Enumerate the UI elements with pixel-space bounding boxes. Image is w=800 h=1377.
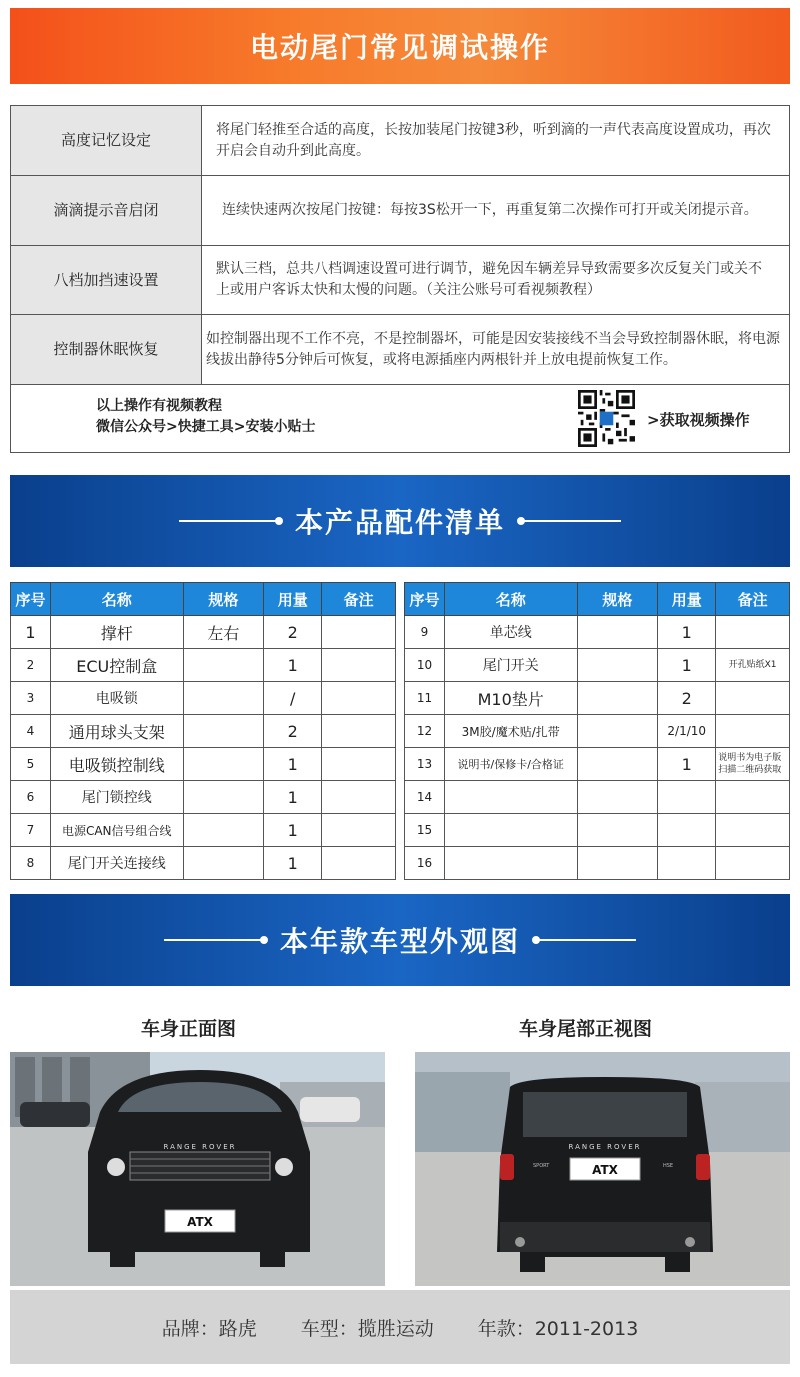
parts-banner-title: 本产品配件清单 bbox=[294, 506, 505, 539]
cell-qty: 1 bbox=[264, 649, 322, 682]
cell-no: 3 bbox=[11, 682, 51, 715]
cell-no: 2 bbox=[11, 649, 51, 682]
banner-line-right bbox=[521, 520, 621, 522]
cell-spec bbox=[183, 649, 264, 682]
operation-desc: 默认三档，总共八档调速设置可进行调节，避免因车辆差异导致需要多次反复关门或关不上或用户客诉太快和太慢的问题。（关注公账号可看视频教程） bbox=[202, 246, 790, 315]
cell-no: 10 bbox=[405, 649, 445, 682]
header-no: 序号 bbox=[11, 583, 51, 616]
cell-name bbox=[444, 847, 577, 880]
cell-spec bbox=[577, 649, 658, 682]
cell-qty: 1 bbox=[264, 847, 322, 880]
header-no: 序号 bbox=[405, 583, 445, 616]
cell-no: 15 bbox=[405, 814, 445, 847]
parts-table-left bbox=[10, 582, 396, 880]
operation-desc: 连续快速两次按尾门按键：每按3S松开一下，再重复第二次操作可打开或关闭提示音。 bbox=[202, 176, 790, 246]
cell-no: 11 bbox=[405, 682, 445, 715]
operation-row bbox=[11, 176, 790, 246]
cell-name bbox=[444, 814, 577, 847]
cell-name: 说明书/保修卡/合格证 bbox=[444, 748, 577, 781]
cell-name: 电源CAN信号组合线 bbox=[50, 814, 183, 847]
rear-plate-text: ATX bbox=[592, 1163, 618, 1177]
header-spec: 规格 bbox=[577, 583, 658, 616]
banner-line-left bbox=[179, 520, 279, 522]
table-row bbox=[11, 814, 396, 847]
cell-spec bbox=[577, 715, 658, 748]
cell-no: 9 bbox=[405, 616, 445, 649]
rear-car-image bbox=[415, 1052, 790, 1286]
table-row bbox=[405, 847, 790, 880]
cell-name: 撑杆 bbox=[50, 616, 183, 649]
cell-name: 通用球头支架 bbox=[50, 715, 183, 748]
cell-note bbox=[322, 814, 396, 847]
cell-spec bbox=[577, 781, 658, 814]
cell-note bbox=[322, 847, 396, 880]
rear-view-photo bbox=[415, 1052, 790, 1286]
get-video-link[interactable]: >获取视频操作 bbox=[647, 411, 750, 429]
table-row bbox=[405, 748, 790, 781]
header-name: 名称 bbox=[444, 583, 577, 616]
header-qty: 用量 bbox=[658, 583, 716, 616]
table-row bbox=[405, 715, 790, 748]
cell-spec bbox=[183, 781, 264, 814]
rear-view-title: 车身尾部正视图 bbox=[519, 1018, 653, 1040]
year-text: 年款：2011-2013 bbox=[477, 1317, 639, 1340]
cell-name: 电吸锁 bbox=[50, 682, 183, 715]
cell-note: 开孔贴纸X1 bbox=[716, 649, 790, 682]
operation-name: 控制器休眠恢复 bbox=[11, 315, 202, 385]
cell-name: 电吸锁控制线 bbox=[50, 748, 183, 781]
cell-note: 说明书为电子版扫描二维码获取 bbox=[716, 748, 790, 781]
cell-name: 尾门开关连接线 bbox=[50, 847, 183, 880]
cell-name: ECU控制盒 bbox=[50, 649, 183, 682]
operations-table bbox=[10, 105, 790, 385]
cell-spec bbox=[577, 847, 658, 880]
table-header-row bbox=[405, 583, 790, 616]
table-row bbox=[405, 682, 790, 715]
table-row bbox=[11, 649, 396, 682]
cell-qty: 1 bbox=[658, 748, 716, 781]
front-car-image bbox=[10, 1052, 385, 1286]
banner-line-left bbox=[164, 939, 264, 941]
rear-badge-left: SPORT bbox=[533, 1163, 550, 1169]
cell-spec bbox=[577, 748, 658, 781]
operation-row bbox=[11, 106, 790, 176]
cell-name: 单芯线 bbox=[444, 616, 577, 649]
banner-line-right bbox=[536, 939, 636, 941]
cell-qty: 2 bbox=[264, 715, 322, 748]
cell-spec bbox=[183, 748, 264, 781]
cell-note bbox=[716, 715, 790, 748]
cell-note bbox=[322, 649, 396, 682]
cell-spec: 左右 bbox=[183, 616, 264, 649]
rear-grille-text: RANGE ROVER bbox=[568, 1143, 642, 1151]
cell-qty: 1 bbox=[264, 781, 322, 814]
cell-no: 8 bbox=[11, 847, 51, 880]
cell-note bbox=[716, 682, 790, 715]
operation-row bbox=[11, 246, 790, 315]
operation-name: 滴滴提示音启闭 bbox=[11, 176, 202, 246]
cell-qty: 1 bbox=[264, 814, 322, 847]
cell-spec bbox=[183, 682, 264, 715]
cell-qty: 2 bbox=[264, 616, 322, 649]
cell-spec bbox=[577, 814, 658, 847]
cell-no: 16 bbox=[405, 847, 445, 880]
cell-no: 5 bbox=[11, 748, 51, 781]
operation-name: 八档加挡速设置 bbox=[11, 246, 202, 315]
cell-name: 尾门开关 bbox=[444, 649, 577, 682]
table-row bbox=[11, 748, 396, 781]
table-row bbox=[405, 649, 790, 682]
video-line-1: 以上操作有视频教程 bbox=[96, 398, 222, 414]
cell-qty bbox=[658, 781, 716, 814]
cell-name bbox=[444, 781, 577, 814]
cell-note bbox=[716, 847, 790, 880]
video-tutorial-box bbox=[10, 384, 790, 453]
appearance-banner bbox=[10, 894, 790, 986]
cell-qty: 1 bbox=[658, 649, 716, 682]
header-name: 名称 bbox=[50, 583, 183, 616]
operation-row bbox=[11, 315, 790, 385]
cell-no: 12 bbox=[405, 715, 445, 748]
front-view-title: 车身正面图 bbox=[141, 1018, 237, 1040]
appearance-banner-title: 本年款车型外观图 bbox=[279, 925, 520, 958]
cell-qty: 1 bbox=[658, 616, 716, 649]
cell-name: M10垫片 bbox=[444, 682, 577, 715]
table-row bbox=[11, 781, 396, 814]
header-qty: 用量 bbox=[264, 583, 322, 616]
cell-no: 14 bbox=[405, 781, 445, 814]
cell-qty bbox=[658, 814, 716, 847]
cell-note bbox=[716, 616, 790, 649]
cell-spec bbox=[577, 682, 658, 715]
table-row bbox=[405, 781, 790, 814]
operation-desc: 将尾门轻推至合适的高度，长按加装尾门按键3秒，听到滴的一声代表高度设置成功，再次开启会自动升到此高度。 bbox=[202, 106, 790, 176]
cell-name: 尾门锁控线 bbox=[50, 781, 183, 814]
page-title: 电动尾门常见调试操作 bbox=[249, 31, 550, 64]
qr-code-icon[interactable] bbox=[578, 390, 635, 447]
top-banner bbox=[10, 8, 790, 84]
cell-no: 4 bbox=[11, 715, 51, 748]
cell-qty: 2/1/10 bbox=[658, 715, 716, 748]
model-text: 车型：揽胜运动 bbox=[300, 1317, 434, 1340]
cell-qty bbox=[658, 847, 716, 880]
header-note: 备注 bbox=[716, 583, 790, 616]
cell-no: 7 bbox=[11, 814, 51, 847]
table-row bbox=[11, 682, 396, 715]
cell-note bbox=[322, 616, 396, 649]
cell-qty: 1 bbox=[264, 748, 322, 781]
grille-text: RANGE ROVER bbox=[163, 1143, 237, 1151]
vehicle-info-footer bbox=[10, 1290, 790, 1364]
header-spec: 规格 bbox=[183, 583, 264, 616]
table-header-row bbox=[11, 583, 396, 616]
cell-spec bbox=[183, 715, 264, 748]
video-text bbox=[96, 396, 315, 438]
rear-badge-right: HSE bbox=[663, 1163, 674, 1169]
cell-spec bbox=[577, 616, 658, 649]
table-row bbox=[11, 616, 396, 649]
cell-no: 13 bbox=[405, 748, 445, 781]
cell-note bbox=[322, 682, 396, 715]
table-row bbox=[11, 715, 396, 748]
table-row bbox=[405, 616, 790, 649]
front-plate-text: ATX bbox=[187, 1215, 213, 1229]
cell-note bbox=[322, 715, 396, 748]
video-line-2: 微信公众号>快捷工具>安装小贴士 bbox=[96, 419, 316, 435]
cell-name: 3M胶/魔术贴/扎带 bbox=[444, 715, 577, 748]
cell-note bbox=[322, 748, 396, 781]
cell-note bbox=[716, 781, 790, 814]
brand-text: 品牌：路虎 bbox=[161, 1317, 257, 1340]
front-view-photo bbox=[10, 1052, 385, 1286]
table-row bbox=[405, 814, 790, 847]
cell-no: 1 bbox=[11, 616, 51, 649]
cell-spec bbox=[183, 847, 264, 880]
cell-spec bbox=[183, 814, 264, 847]
header-note: 备注 bbox=[322, 583, 396, 616]
cell-note bbox=[322, 781, 396, 814]
parts-table-right bbox=[404, 582, 790, 880]
operation-name: 高度记忆设定 bbox=[11, 106, 202, 176]
operation-desc: 如控制器出现不工作不亮，不是控制器坏，可能是因安装接线不当会导致控制器休眠，将电源线拔出静待5分钟后可恢复，或将电源插座内两根针并上放电提前恢复工作。 bbox=[202, 315, 790, 385]
parts-banner bbox=[10, 475, 790, 567]
cell-note bbox=[716, 814, 790, 847]
cell-no: 6 bbox=[11, 781, 51, 814]
cell-qty: 2 bbox=[658, 682, 716, 715]
cell-qty: / bbox=[264, 682, 322, 715]
table-row bbox=[11, 847, 396, 880]
